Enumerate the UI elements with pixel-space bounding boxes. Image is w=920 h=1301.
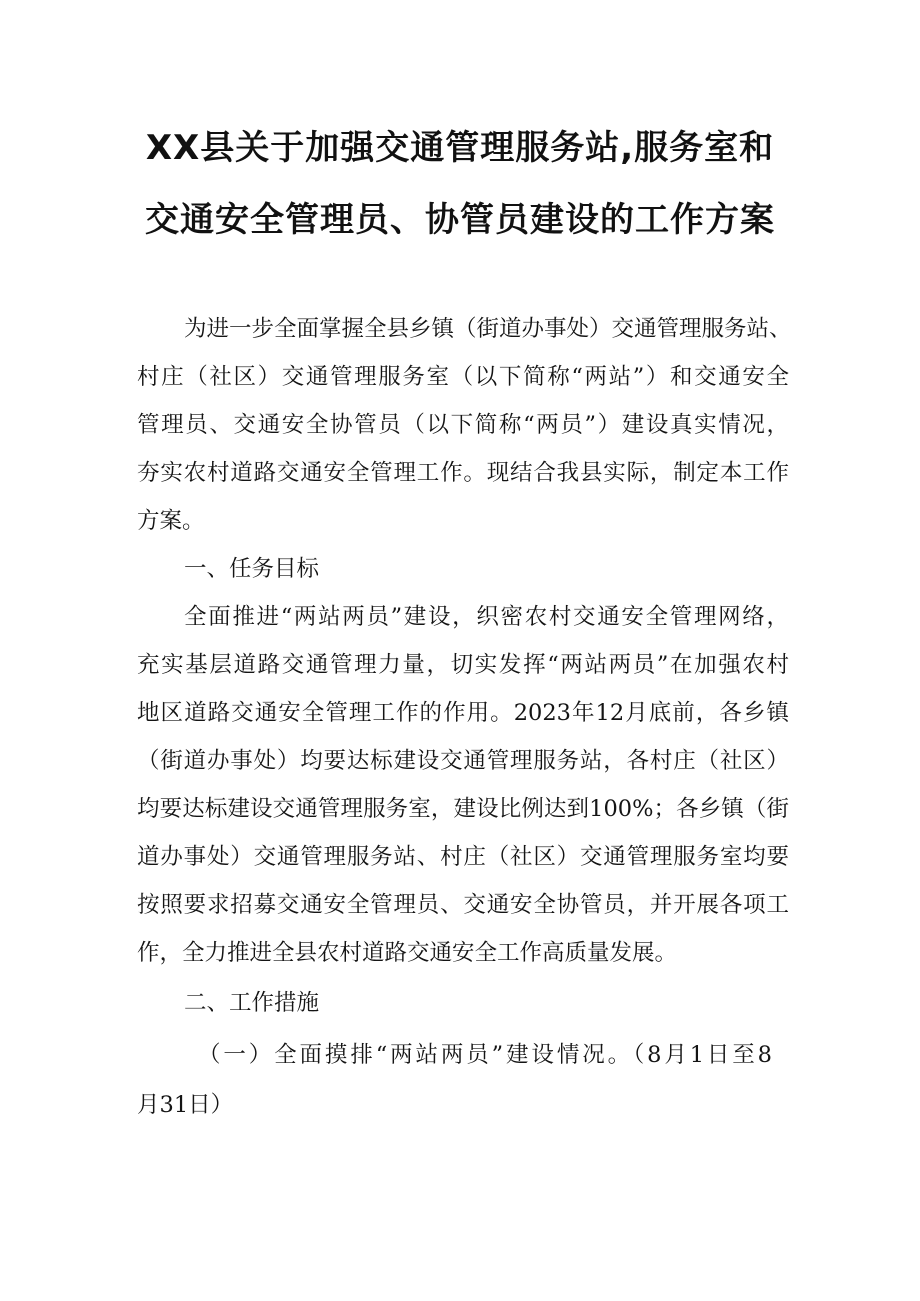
paragraph-1-line-3: 管理员、交通安全协管员（以下简称“两员”）建设真实情况，: [137, 412, 789, 438]
paragraph-2-line-8: 作，全力推进全县农村道路交通安全工作高质量发展。: [137, 940, 678, 966]
paragraph-2-line-3: 地区道路交通安全管理工作的作用。2023年12月底前，各乡镇: [137, 700, 789, 726]
paragraph-2-line-6: 道办事处）交通管理服务站、村庄（社区）交通管理服务室均要: [137, 844, 789, 870]
document-title-line-2: 交通安全管理员、协管员建设的工作方案: [145, 200, 775, 240]
document-title-line-1: XX县关于加强交通管理服务站,服务室和: [145, 128, 775, 168]
paragraph-1-line-2: 村庄（社区）交通管理服务室（以下简称“两站”）和交通安全: [137, 364, 789, 390]
subsection-line-2: 月31日）: [137, 1092, 234, 1118]
paragraph-1-line-1: 为进一步全面掌握全县乡镇（街道办事处）交通管理服务站、: [184, 316, 792, 342]
paragraph-2-line-1: 全面推进“两站两员”建设，织密农村交通安全管理网络，: [184, 604, 789, 630]
paragraph-1-line-4: 夯实农村道路交通安全管理工作。现结合我县实际，制定本工作: [137, 460, 789, 486]
section-heading-1: 一、任务目标: [184, 556, 320, 582]
paragraph-1-line-5: 方案。: [137, 508, 205, 534]
paragraph-2-line-7: 按照要求招募交通安全管理员、交通安全协管员，并开展各项工: [137, 892, 789, 918]
paragraph-2-line-5: 均要达标建设交通管理服务室，建设比例达到100%；各乡镇（街: [137, 796, 789, 822]
subsection-line-1: （一）全面摸排“两站两员”建设情况。（8月1日至8: [198, 1042, 772, 1068]
section-heading-2: 二、工作措施: [184, 990, 320, 1016]
paragraph-2-line-2: 充实基层道路交通管理力量，切实发挥“两站两员”在加强农村: [137, 652, 789, 678]
paragraph-2-line-4: （街道办事处）均要达标建设交通管理服务站，各村庄（社区）: [137, 748, 789, 774]
